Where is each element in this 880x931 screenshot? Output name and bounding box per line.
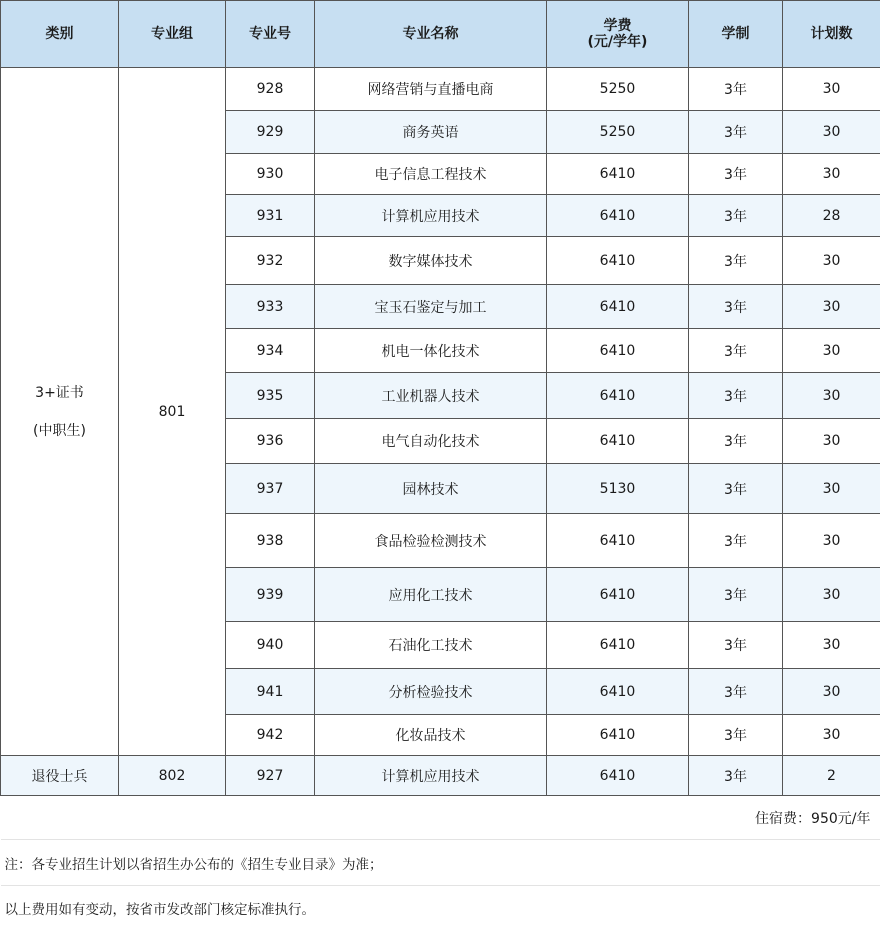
category-cell-veterans: 退役士兵 bbox=[1, 756, 119, 796]
header-group: 专业组 bbox=[119, 1, 226, 68]
tuition: 6410 bbox=[547, 285, 689, 329]
major-code: 930 bbox=[226, 154, 315, 195]
major-code: 942 bbox=[226, 715, 315, 756]
header-tuition-line2: (元/学年) bbox=[547, 34, 688, 50]
header-plan: 计划数 bbox=[783, 1, 880, 68]
major-name: 化妆品技术 bbox=[315, 715, 547, 756]
plan-count: 30 bbox=[783, 715, 880, 756]
major-name: 计算机应用技术 bbox=[315, 756, 547, 796]
tuition: 6410 bbox=[547, 373, 689, 419]
tuition: 5130 bbox=[547, 464, 689, 514]
note-1: 注：各专业招生计划以省招生办公布的《招生专业目录》为准； bbox=[1, 840, 880, 886]
plan-count: 30 bbox=[783, 154, 880, 195]
tuition: 5250 bbox=[547, 68, 689, 111]
major-code: 934 bbox=[226, 329, 315, 373]
major-name: 宝玉石鉴定与加工 bbox=[315, 285, 547, 329]
major-name: 分析检验技术 bbox=[315, 669, 547, 715]
plan-count: 30 bbox=[783, 373, 880, 419]
tuition: 6410 bbox=[547, 756, 689, 796]
duration: 3年 bbox=[689, 464, 783, 514]
major-name: 计算机应用技术 bbox=[315, 195, 547, 237]
accommodation-row bbox=[1, 796, 880, 840]
category-cell bbox=[1, 68, 119, 756]
header-tuition-line1: 学费 bbox=[547, 18, 688, 34]
tuition: 6410 bbox=[547, 568, 689, 622]
duration: 3年 bbox=[689, 195, 783, 237]
note-row bbox=[1, 840, 880, 886]
plan-count: 30 bbox=[783, 622, 880, 669]
plan-count: 30 bbox=[783, 329, 880, 373]
plan-count: 30 bbox=[783, 285, 880, 329]
tuition: 6410 bbox=[547, 715, 689, 756]
plan-count: 30 bbox=[783, 237, 880, 285]
major-code: 939 bbox=[226, 568, 315, 622]
duration: 3年 bbox=[689, 715, 783, 756]
duration: 3年 bbox=[689, 514, 783, 568]
major-code: 936 bbox=[226, 419, 315, 464]
major-name: 机电一体化技术 bbox=[315, 329, 547, 373]
major-name: 商务英语 bbox=[315, 111, 547, 154]
major-code: 931 bbox=[226, 195, 315, 237]
plan-count: 30 bbox=[783, 111, 880, 154]
major-code: 933 bbox=[226, 285, 315, 329]
header-category: 类别 bbox=[1, 1, 119, 68]
note-2: 以上费用如有变动，按省市发改部门核定标准执行。 bbox=[1, 886, 880, 931]
tuition: 6410 bbox=[547, 329, 689, 373]
major-code: 927 bbox=[226, 756, 315, 796]
major-name: 园林技术 bbox=[315, 464, 547, 514]
tuition: 6410 bbox=[547, 237, 689, 285]
duration: 3年 bbox=[689, 419, 783, 464]
plan-count: 30 bbox=[783, 514, 880, 568]
header-code: 专业号 bbox=[226, 1, 315, 68]
header-row bbox=[1, 1, 880, 68]
header-duration: 学制 bbox=[689, 1, 783, 68]
group-code-cell: 801 bbox=[119, 68, 226, 756]
plan-count: 30 bbox=[783, 68, 880, 111]
group-code-cell-veterans: 802 bbox=[119, 756, 226, 796]
major-code: 929 bbox=[226, 111, 315, 154]
major-name: 应用化工技术 bbox=[315, 568, 547, 622]
tuition: 6410 bbox=[547, 669, 689, 715]
major-code: 938 bbox=[226, 514, 315, 568]
duration: 3年 bbox=[689, 373, 783, 419]
duration: 3年 bbox=[689, 111, 783, 154]
header-tuition bbox=[547, 1, 689, 68]
major-code: 941 bbox=[226, 669, 315, 715]
duration: 3年 bbox=[689, 756, 783, 796]
plan-count: 30 bbox=[783, 669, 880, 715]
major-name: 工业机器人技术 bbox=[315, 373, 547, 419]
duration: 3年 bbox=[689, 329, 783, 373]
duration: 3年 bbox=[689, 622, 783, 669]
accommodation-fee: 住宿费：950元/年 bbox=[1, 796, 880, 840]
duration: 3年 bbox=[689, 154, 783, 195]
table-row bbox=[1, 68, 880, 111]
tuition: 5250 bbox=[547, 111, 689, 154]
plan-count: 30 bbox=[783, 464, 880, 514]
plan-count: 30 bbox=[783, 568, 880, 622]
duration: 3年 bbox=[689, 669, 783, 715]
plan-count: 30 bbox=[783, 419, 880, 464]
plan-count: 28 bbox=[783, 195, 880, 237]
tuition: 6410 bbox=[547, 514, 689, 568]
tuition: 6410 bbox=[547, 154, 689, 195]
duration: 3年 bbox=[689, 237, 783, 285]
major-code: 928 bbox=[226, 68, 315, 111]
plan-count: 2 bbox=[783, 756, 880, 796]
major-name: 电气自动化技术 bbox=[315, 419, 547, 464]
tuition: 6410 bbox=[547, 419, 689, 464]
note-row bbox=[1, 886, 880, 931]
tuition: 6410 bbox=[547, 622, 689, 669]
major-name: 数字媒体技术 bbox=[315, 237, 547, 285]
major-code: 935 bbox=[226, 373, 315, 419]
table-row-veterans bbox=[1, 756, 880, 796]
category-line1: 3+证书 bbox=[1, 374, 118, 412]
major-name: 网络营销与直播电商 bbox=[315, 68, 547, 111]
duration: 3年 bbox=[689, 68, 783, 111]
major-name: 电子信息工程技术 bbox=[315, 154, 547, 195]
major-code: 940 bbox=[226, 622, 315, 669]
header-name: 专业名称 bbox=[315, 1, 547, 68]
tuition: 6410 bbox=[547, 195, 689, 237]
category-line2: (中职生) bbox=[1, 412, 118, 450]
major-code: 932 bbox=[226, 237, 315, 285]
duration: 3年 bbox=[689, 568, 783, 622]
major-name: 石油化工技术 bbox=[315, 622, 547, 669]
duration: 3年 bbox=[689, 285, 783, 329]
major-name: 食品检验检测技术 bbox=[315, 514, 547, 568]
major-code: 937 bbox=[226, 464, 315, 514]
